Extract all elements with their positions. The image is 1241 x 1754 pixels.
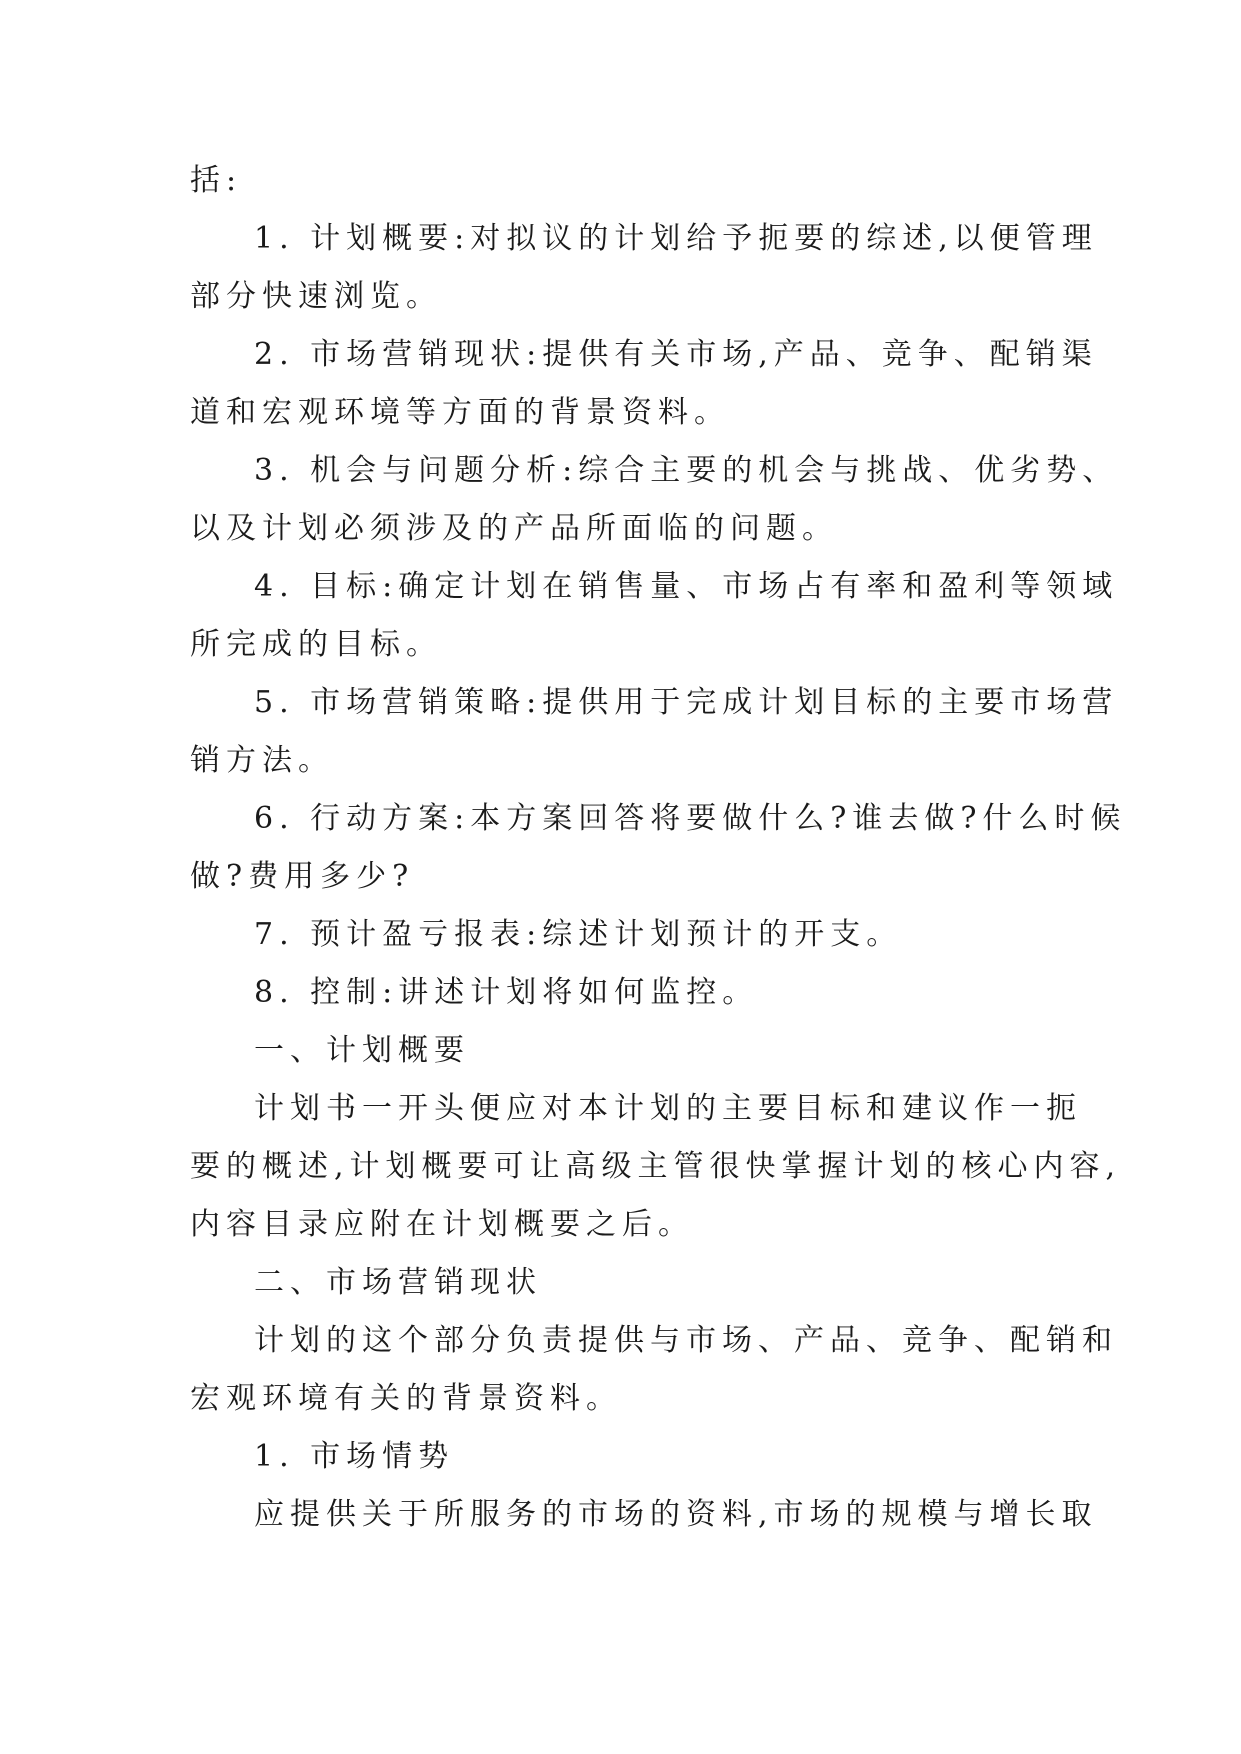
- section-heading: 一、计划概要: [254, 1033, 470, 1068]
- text-line: 括:: [190, 163, 243, 198]
- text-line: 销方法。: [190, 743, 334, 778]
- text-line: 6. 行动方案:本方案回答将要做什么?谁去做?什么时候: [254, 801, 1127, 836]
- text-line: 2. 市场营销现状:提供有关市场,产品、竞争、配销渠: [254, 337, 1098, 372]
- text-line: 4. 目标:确定计划在销售量、市场占有率和盈利等领域: [254, 569, 1119, 604]
- text-line: 以及计划必须涉及的产品所面临的问题。: [190, 511, 838, 546]
- subsection-heading: 1. 市场情势: [254, 1439, 455, 1474]
- text-line: 1. 计划概要:对拟议的计划给予扼要的综述,以便管理: [254, 221, 1098, 256]
- text-line: 所完成的目标。: [190, 627, 442, 662]
- section-heading: 二、市场营销现状: [254, 1265, 542, 1300]
- text-line: 计划的这个部分负责提供与市场、产品、竞争、配销和: [254, 1323, 1118, 1358]
- text-line: 3. 机会与问题分析:综合主要的机会与挑战、优劣势、: [254, 453, 1119, 488]
- text-line: 7. 预计盈亏报表:综述计划预计的开支。: [254, 917, 903, 952]
- text-line: 8. 控制:讲述计划将如何监控。: [254, 975, 759, 1010]
- text-line: 内容目录应附在计划概要之后。: [190, 1207, 694, 1242]
- text-line: 计划书一开头便应对本计划的主要目标和建议作一扼: [254, 1091, 1082, 1126]
- text-line: 做?费用多少?: [190, 859, 415, 894]
- text-line: 道和宏观环境等方面的背景资料。: [190, 395, 730, 430]
- text-line: 要的概述,计划概要可让高级主管很快掌握计划的核心内容,: [190, 1149, 1122, 1184]
- text-line: 应提供关于所服务的市场的资料,市场的规模与增长取: [254, 1497, 1098, 1532]
- text-line: 宏观环境有关的背景资料。: [190, 1381, 622, 1416]
- text-line: 5. 市场营销策略:提供用于完成计划目标的主要市场营: [254, 685, 1119, 720]
- text-line: 部分快速浏览。: [190, 279, 442, 314]
